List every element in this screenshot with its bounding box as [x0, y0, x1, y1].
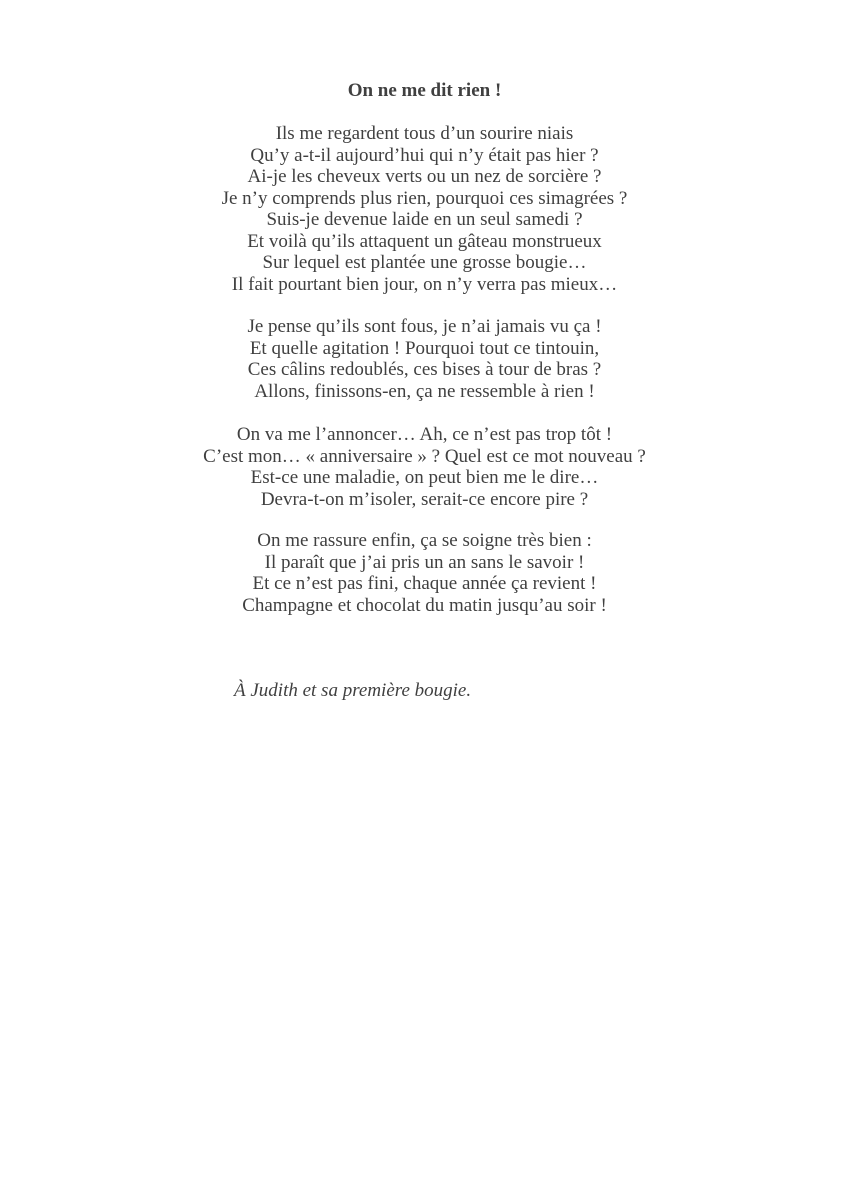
stanza-4 — [0, 530, 849, 616]
stanza-2 — [0, 316, 849, 402]
poem-line: Sur lequel est plantée une grosse bougie… — [262, 252, 587, 273]
poem-line: Et quelle agitation ! Pourquoi tout ce tintouin, — [249, 337, 600, 359]
poem-line: On me rassure enfin, ça se soigne très bien : — [257, 530, 592, 551]
poem-line: Est-ce une maladie, on peut bien me le dire… — [250, 467, 599, 488]
poem-line: Devra-t-on m’isoler, serait-ce encore pire ? — [260, 488, 589, 510]
poem-line: Ils me regardent tous d’un sourire niais — [275, 123, 574, 144]
poem-line: Suis-je devenue laide en un seul samedi ? — [266, 209, 583, 230]
poem-line: Et ce n’est pas fini, chaque année ça revient ! — [252, 573, 597, 594]
poem-line: Ces câlins redoublés, ces bises à tour de bras ? — [247, 359, 602, 380]
stanza-1 — [0, 123, 849, 295]
poem-line: Je pense qu’ils sont fous, je n’ai jamais vu ça ! — [247, 316, 602, 337]
poem-line: Allons, finissons-en, ça ne ressemble à rien ! — [254, 380, 595, 402]
poem-line: Qu’y a-t-il aujourd’hui qui n’y était pas hier ? — [250, 144, 599, 166]
poem-line: Champagne et chocolat du matin jusqu’au soir ! — [242, 594, 607, 616]
dedication: À Judith et sa première bougie. — [234, 680, 472, 701]
poem-line: On va me l’annoncer… Ah, ce n’est pas trop tôt ! — [236, 424, 613, 445]
stanza-3 — [0, 424, 849, 510]
poem-line: Il paraît que j’ai pris un an sans le savoir ! — [264, 551, 585, 573]
poem-line: Et voilà qu’ils attaquent un gâteau monstrueux — [247, 230, 602, 252]
poem-line: C’est mon… « anniversaire » ? Quel est ce mot nouveau ? — [203, 445, 646, 467]
poem-line: Je n’y comprends plus rien, pourquoi ces simagrées ? — [221, 187, 628, 209]
poem-title: On ne me dit rien ! — [347, 80, 502, 101]
poem-line: Il fait pourtant bien jour, on n’y verra pas mieux… — [231, 273, 618, 295]
poem-line: Ai-je les cheveux verts ou un nez de sorcière ? — [247, 166, 602, 187]
